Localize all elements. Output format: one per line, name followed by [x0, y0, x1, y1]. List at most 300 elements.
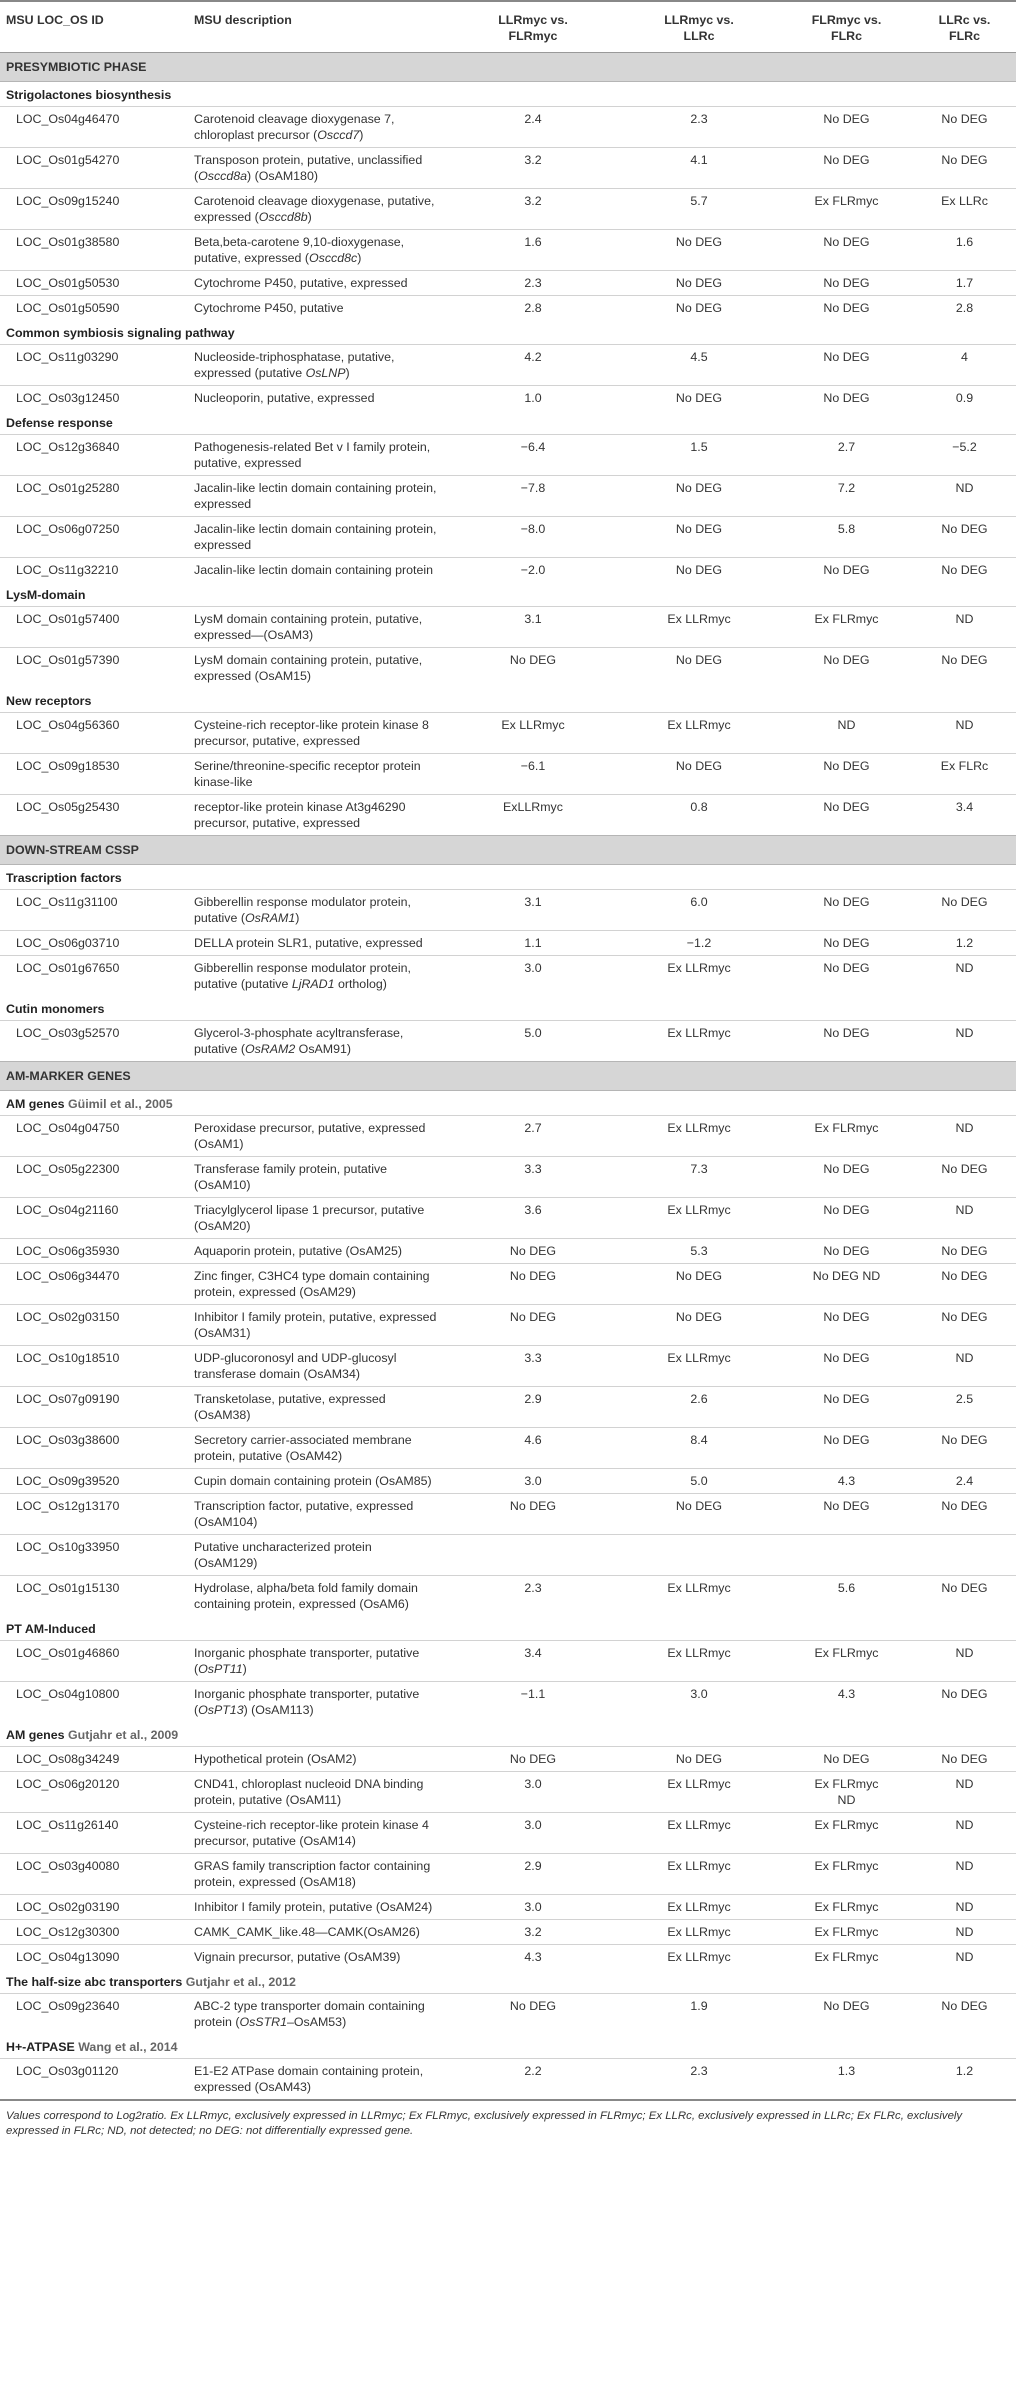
value-flrmyc-vs-flrc: Ex FLRmyc ND [780, 1772, 913, 1813]
value-llrmyc-vs-llrc: Ex LLRmyc [618, 1945, 780, 1970]
description-text: Zinc finger, C3HC4 type domain containing protein, expressed (OsAM29) [194, 1269, 430, 1299]
gene-id: LOC_Os01g50590 [0, 296, 188, 321]
gene-id: LOC_Os02g03150 [0, 1305, 188, 1346]
group-header-row [0, 1091, 1016, 1116]
gene-symbol: OsRAM2 [244, 1042, 296, 1056]
group-label [0, 1091, 1016, 1116]
value-flrmyc-vs-flrc: No DEG [780, 1747, 913, 1772]
description-text: Inhibitor I family protein, putative, expressed (OsAM31) [194, 1310, 437, 1340]
table-row [0, 931, 1016, 956]
description-text: Hydrolase, alpha/beta fold family domain containing protein, expressed (OsAM6) [194, 1581, 418, 1611]
value-flrmyc-vs-flrc: Ex FLRmyc [780, 1945, 913, 1970]
description-text: ) (OsAM113) [243, 1703, 314, 1717]
gene-id: LOC_Os08g34249 [0, 1747, 188, 1772]
value-llrc-vs-flrc: −5.2 [913, 435, 1016, 476]
description-text: ) [357, 251, 362, 265]
description-text: CAMK_CAMK_like.48—CAMK(OsAM26) [194, 1925, 420, 1939]
gene-description [188, 754, 448, 795]
value-llrmyc-vs-flrmyc: 3.2 [448, 189, 618, 230]
value-llrmyc-vs-flrmyc: −6.1 [448, 754, 618, 795]
description-text: E1-E2 ATPase domain containing protein, expressed (OsAM43) [194, 2064, 424, 2094]
value-llrmyc-vs-llrc: 1.9 [618, 1994, 780, 2035]
description-text: Pathogenesis-related Bet v I family protein, putative, expressed [194, 440, 431, 470]
value-llrmyc-vs-llrc: Ex LLRmyc [618, 1021, 780, 1062]
gene-id: LOC_Os03g52570 [0, 1021, 188, 1062]
value-llrmyc-vs-flrmyc: 4.6 [448, 1428, 618, 1469]
gene-id: LOC_Os06g03710 [0, 931, 188, 956]
table-row [0, 1494, 1016, 1535]
description-text: DELLA protein SLR1, putative, expressed [194, 936, 423, 950]
table-row [0, 1469, 1016, 1494]
value-llrmyc-vs-flrmyc: 5.0 [448, 1021, 618, 1062]
value-llrmyc-vs-flrmyc: 3.0 [448, 956, 618, 997]
header-col-4-line-2: LLRc [683, 29, 715, 43]
value-llrmyc-vs-llrc: 4.1 [618, 148, 780, 189]
description-text: Putative uncharacterized protein (OsAM129) [194, 1540, 372, 1570]
gene-id: LOC_Os10g33950 [0, 1535, 188, 1576]
gene-description [188, 1994, 448, 2035]
table-row [0, 296, 1016, 321]
value-llrmyc-vs-llrc: Ex LLRmyc [618, 607, 780, 648]
description-text: OsAM91) [295, 1042, 352, 1056]
value-llrc-vs-flrc: No DEG [913, 1747, 1016, 1772]
gene-symbol: OsPT13 [198, 1703, 244, 1717]
group-label [0, 2034, 1016, 2059]
value-flrmyc-vs-flrc: Ex FLRmyc [780, 1641, 913, 1682]
value-llrmyc-vs-llrc: No DEG [618, 1494, 780, 1535]
value-llrmyc-vs-llrc [618, 1535, 780, 1576]
gene-description [188, 271, 448, 296]
value-llrmyc-vs-llrc: Ex LLRmyc [618, 1576, 780, 1617]
gene-id: LOC_Os07g09190 [0, 1387, 188, 1428]
value-llrc-vs-flrc: Ex LLRc [913, 189, 1016, 230]
group-header-row [0, 410, 1016, 435]
gene-id: LOC_Os01g38580 [0, 230, 188, 271]
table-row [0, 517, 1016, 558]
value-llrmyc-vs-llrc: 2.3 [618, 107, 780, 148]
header-col-3-line-1: LLRmyc vs. [498, 13, 568, 27]
gene-id: LOC_Os04g21160 [0, 1198, 188, 1239]
description-text: GRAS family transcription factor containing protein, expressed (OsAM18) [194, 1859, 431, 1889]
value-llrmyc-vs-flrmyc: −8.0 [448, 517, 618, 558]
description-text: Cysteine-rich receptor-like protein kinase 4 precursor, putative (OsAM14) [194, 1818, 429, 1848]
value-flrmyc-vs-flrc: No DEG [780, 890, 913, 931]
description-text: Jacalin-like lectin domain containing protein, expressed [194, 481, 437, 511]
table-row [0, 476, 1016, 517]
value-llrmyc-vs-flrmyc: 3.4 [448, 1641, 618, 1682]
gene-description [188, 1813, 448, 1854]
value-flrmyc-vs-flrc [780, 1535, 913, 1576]
gene-description [188, 1747, 448, 1772]
value-llrmyc-vs-llrc: 6.0 [618, 890, 780, 931]
gene-id: LOC_Os12g30300 [0, 1920, 188, 1945]
header-col-4-line-1: LLRmyc vs. [664, 13, 734, 27]
description-text: Jacalin-like lectin domain containing protein [194, 563, 433, 577]
group-header-row [0, 320, 1016, 345]
value-llrmyc-vs-llrc: Ex LLRmyc [618, 956, 780, 997]
value-flrmyc-vs-flrc: No DEG [780, 1346, 913, 1387]
gene-id: LOC_Os11g26140 [0, 1813, 188, 1854]
value-llrmyc-vs-flrmyc: No DEG [448, 1264, 618, 1305]
gene-symbol: Osccd7 [317, 128, 360, 142]
description-text: Secretory carrier-associated membrane protein, putative (OsAM42) [194, 1433, 412, 1463]
table-row [0, 1772, 1016, 1813]
value-llrc-vs-flrc: ND [913, 1641, 1016, 1682]
gene-description [188, 435, 448, 476]
value-llrmyc-vs-llrc: No DEG [618, 271, 780, 296]
table-row [0, 1813, 1016, 1854]
value-llrc-vs-flrc: ND [913, 1021, 1016, 1062]
gene-description [188, 1641, 448, 1682]
header-col-6-line-2: FLRc [949, 29, 980, 43]
gene-description [188, 1305, 448, 1346]
value-llrc-vs-flrc: ND [913, 956, 1016, 997]
value-llrmyc-vs-llrc: No DEG [618, 1747, 780, 1772]
value-llrc-vs-flrc: No DEG [913, 1428, 1016, 1469]
value-llrc-vs-flrc [913, 1535, 1016, 1576]
gene-id: LOC_Os01g25280 [0, 476, 188, 517]
description-text: Triacylglycerol lipase 1 precursor, putative (OsAM20) [194, 1203, 425, 1233]
gene-description [188, 230, 448, 271]
group-label [0, 82, 1016, 107]
gene-description [188, 1116, 448, 1157]
group-label [0, 688, 1016, 713]
gene-description [188, 296, 448, 321]
value-flrmyc-vs-flrc: No DEG [780, 1239, 913, 1264]
value-llrc-vs-flrc: ND [913, 1945, 1016, 1970]
gene-symbol: LjRAD1 [291, 977, 335, 991]
gene-description [188, 956, 448, 997]
gene-id: LOC_Os01g50530 [0, 271, 188, 296]
value-flrmyc-vs-flrc: Ex FLRmyc [780, 607, 913, 648]
value-flrmyc-vs-flrc: No DEG [780, 754, 913, 795]
value-llrmyc-vs-flrmyc: −1.1 [448, 1682, 618, 1723]
table-row [0, 386, 1016, 411]
section-reference: Güimil et al., 2005 [67, 1097, 173, 1111]
section-reference: Gutjahr et al., 2009 [67, 1728, 179, 1742]
gene-description [188, 148, 448, 189]
value-llrmyc-vs-flrmyc: ExLLRmyc [448, 795, 618, 836]
value-flrmyc-vs-flrc: Ex FLRmyc [780, 1854, 913, 1895]
description-text: Beta,beta-carotene 9,10-dioxygenase, putative, expressed ( [194, 235, 405, 265]
value-llrmyc-vs-llrc: Ex LLRmyc [618, 1198, 780, 1239]
value-llrmyc-vs-llrc: 2.6 [618, 1387, 780, 1428]
section-title: AM genes [6, 1097, 65, 1111]
value-llrmyc-vs-flrmyc: 3.1 [448, 890, 618, 931]
header-col-5-line-2: FLRc [831, 29, 862, 43]
description-text: Aquaporin protein, putative (OsAM25) [194, 1244, 402, 1258]
gene-description [188, 558, 448, 583]
table-row [0, 107, 1016, 148]
section-reference: Wang et al., 2014 [78, 2040, 178, 2054]
table-row [0, 558, 1016, 583]
section-title: Strigolactones biosynthesis [6, 88, 172, 102]
gene-id: LOC_Os06g34470 [0, 1264, 188, 1305]
group-header-row [0, 582, 1016, 607]
description-text: Gibberellin response modulator protein, putative ( [194, 895, 411, 925]
gene-description [188, 2059, 448, 2100]
value-llrmyc-vs-llrc: 3.0 [618, 1682, 780, 1723]
gene-id: LOC_Os01g57400 [0, 607, 188, 648]
value-llrc-vs-flrc: 1.2 [913, 2059, 1016, 2100]
value-llrc-vs-flrc: No DEG [913, 890, 1016, 931]
gene-id: LOC_Os04g13090 [0, 1945, 188, 1970]
gene-description [188, 1535, 448, 1576]
table-row [0, 1346, 1016, 1387]
value-llrmyc-vs-llrc: Ex LLRmyc [618, 1346, 780, 1387]
value-llrmyc-vs-flrmyc: 3.6 [448, 1198, 618, 1239]
gene-id: LOC_Os09g15240 [0, 189, 188, 230]
gene-id: LOC_Os03g40080 [0, 1854, 188, 1895]
description-text: Transferase family protein, putative (OsAM10) [194, 1162, 388, 1192]
section-title: LysM-domain [6, 588, 86, 602]
table-row [0, 1264, 1016, 1305]
table-row [0, 1945, 1016, 1970]
gene-description [188, 795, 448, 836]
description-text: Transcription factor, putative, expressed (OsAM104) [194, 1499, 414, 1529]
table-row [0, 1641, 1016, 1682]
value-llrc-vs-flrc: 3.4 [913, 795, 1016, 836]
gene-description [188, 1346, 448, 1387]
value-flrmyc-vs-flrc: 7.2 [780, 476, 913, 517]
gene-id: LOC_Os11g31100 [0, 890, 188, 931]
group-label [0, 320, 1016, 345]
value-llrmyc-vs-flrmyc: −6.4 [448, 435, 618, 476]
value-llrmyc-vs-llrc: No DEG [618, 296, 780, 321]
phase-label [0, 836, 1016, 865]
description-text: UDP-glucoronosyl and UDP-glucosyl transferase domain (OsAM34) [194, 1351, 397, 1381]
gene-id: LOC_Os12g13170 [0, 1494, 188, 1535]
value-flrmyc-vs-flrc: No DEG [780, 271, 913, 296]
value-flrmyc-vs-flrc: 2.7 [780, 435, 913, 476]
value-llrmyc-vs-llrc: 5.7 [618, 189, 780, 230]
header-col-6-line-1: LLRc vs. [938, 13, 991, 27]
value-llrmyc-vs-flrmyc: 2.2 [448, 2059, 618, 2100]
value-llrmyc-vs-llrc: No DEG [618, 1305, 780, 1346]
gene-description [188, 1239, 448, 1264]
value-llrmyc-vs-flrmyc: 3.0 [448, 1813, 618, 1854]
value-llrc-vs-flrc: ND [913, 476, 1016, 517]
table-row [0, 1682, 1016, 1723]
value-llrc-vs-flrc: ND [913, 1772, 1016, 1813]
description-text: Cupin domain containing protein (OsAM85) [194, 1474, 432, 1488]
description-text: Carotenoid cleavage dioxygenase 7, chloroplast precursor ( [194, 112, 395, 142]
phase-label [0, 53, 1016, 82]
description-text: LysM domain containing protein, putative, expressed (OsAM15) [194, 653, 423, 683]
header-col-5-line-1: FLRmyc vs. [811, 13, 882, 27]
group-label [0, 996, 1016, 1021]
value-llrmyc-vs-flrmyc: 2.3 [448, 271, 618, 296]
gene-id: LOC_Os04g56360 [0, 713, 188, 754]
value-llrmyc-vs-llrc: No DEG [618, 386, 780, 411]
value-llrmyc-vs-flrmyc: 4.2 [448, 345, 618, 386]
table-row [0, 1387, 1016, 1428]
gene-id: LOC_Os06g07250 [0, 517, 188, 558]
value-llrmyc-vs-flrmyc: 3.3 [448, 1346, 618, 1387]
value-llrmyc-vs-llrc: No DEG [618, 1264, 780, 1305]
table-row [0, 1305, 1016, 1346]
gene-symbol: OsRAM1 [244, 911, 296, 925]
gene-id: LOC_Os10g18510 [0, 1346, 188, 1387]
gene-id: LOC_Os06g20120 [0, 1772, 188, 1813]
value-llrmyc-vs-llrc: 4.5 [618, 345, 780, 386]
description-text: Nucleoporin, putative, expressed [194, 391, 375, 405]
gene-id: LOC_Os11g32210 [0, 558, 188, 583]
table-row [0, 230, 1016, 271]
gene-description [188, 1469, 448, 1494]
gene-id: LOC_Os01g46860 [0, 1641, 188, 1682]
value-llrc-vs-flrc: 2.5 [913, 1387, 1016, 1428]
gene-id: LOC_Os03g38600 [0, 1428, 188, 1469]
description-text: Transketolase, putative, expressed (OsAM38) [194, 1392, 386, 1422]
value-llrmyc-vs-flrmyc: No DEG [448, 1747, 618, 1772]
table-row [0, 795, 1016, 836]
value-flrmyc-vs-flrc: No DEG [780, 1994, 913, 2035]
gene-id: LOC_Os09g23640 [0, 1994, 188, 2035]
value-llrmyc-vs-llrc: −1.2 [618, 931, 780, 956]
gene-description [188, 607, 448, 648]
value-flrmyc-vs-flrc: No DEG [780, 1494, 913, 1535]
value-llrmyc-vs-llrc: 1.5 [618, 435, 780, 476]
gene-symbol: OsSTR1 [239, 2015, 287, 2029]
phase-label [0, 1062, 1016, 1091]
value-flrmyc-vs-flrc: No DEG ND [780, 1264, 913, 1305]
table-row [0, 1428, 1016, 1469]
gene-id: LOC_Os04g46470 [0, 107, 188, 148]
gene-description [188, 1920, 448, 1945]
value-llrmyc-vs-flrmyc: No DEG [448, 1494, 618, 1535]
gene-symbol: OsLNP [305, 366, 346, 380]
table-row [0, 1157, 1016, 1198]
table-row [0, 1920, 1016, 1945]
value-llrc-vs-flrc: No DEG [913, 1239, 1016, 1264]
value-flrmyc-vs-flrc: No DEG [780, 1021, 913, 1062]
value-llrmyc-vs-llrc: 7.3 [618, 1157, 780, 1198]
value-llrmyc-vs-flrmyc: 2.4 [448, 107, 618, 148]
description-text: Serine/threonine-specific receptor protein kinase-like [194, 759, 421, 789]
header-id: MSU LOC_OS ID [0, 1, 188, 53]
header-col-3 [448, 1, 618, 53]
phase-header-row [0, 53, 1016, 82]
value-llrc-vs-flrc: No DEG [913, 1157, 1016, 1198]
section-title: The half-size abc transporters [6, 1975, 183, 1989]
gene-id: LOC_Os01g67650 [0, 956, 188, 997]
value-flrmyc-vs-flrc: Ex FLRmyc [780, 1813, 913, 1854]
description-text: ) [307, 210, 312, 224]
gene-id: LOC_Os01g54270 [0, 148, 188, 189]
header-description: MSU description [188, 1, 448, 53]
value-llrc-vs-flrc: No DEG [913, 1682, 1016, 1723]
section-title: PT AM-Induced [6, 1622, 96, 1636]
gene-description [188, 890, 448, 931]
gene-description [188, 107, 448, 148]
section-title: AM-MARKER GENES [6, 1069, 131, 1083]
table-row [0, 148, 1016, 189]
group-header-row [0, 2034, 1016, 2059]
value-llrmyc-vs-llrc: 8.4 [618, 1428, 780, 1469]
gene-id: LOC_Os06g35930 [0, 1239, 188, 1264]
phase-header-row [0, 836, 1016, 865]
value-llrmyc-vs-llrc: Ex LLRmyc [618, 1920, 780, 1945]
value-flrmyc-vs-flrc: No DEG [780, 386, 913, 411]
value-flrmyc-vs-flrc: Ex FLRmyc [780, 1116, 913, 1157]
group-header-row [0, 1722, 1016, 1747]
value-flrmyc-vs-flrc: 1.3 [780, 2059, 913, 2100]
value-llrmyc-vs-flrmyc: −2.0 [448, 558, 618, 583]
gene-id: LOC_Os05g25430 [0, 795, 188, 836]
value-flrmyc-vs-flrc: 4.3 [780, 1682, 913, 1723]
value-llrmyc-vs-flrmyc: 3.0 [448, 1772, 618, 1813]
group-header-row [0, 996, 1016, 1021]
value-llrc-vs-flrc: 0.9 [913, 386, 1016, 411]
value-llrmyc-vs-llrc: 5.0 [618, 1469, 780, 1494]
table-row [0, 1576, 1016, 1617]
value-llrc-vs-flrc: No DEG [913, 558, 1016, 583]
description-text: Cytochrome P450, putative, expressed [194, 276, 408, 290]
description-text: Inorganic phosphate transporter, putative ( [194, 1687, 420, 1717]
value-llrmyc-vs-flrmyc: 1.0 [448, 386, 618, 411]
value-flrmyc-vs-flrc: Ex FLRmyc [780, 1895, 913, 1920]
gene-symbol: OsPT11 [198, 1662, 243, 1676]
value-llrc-vs-flrc: ND [913, 1920, 1016, 1945]
gene-symbol: Osccd8a [198, 169, 248, 183]
table-row [0, 1116, 1016, 1157]
table-row [0, 1854, 1016, 1895]
description-text: ABC-2 type transporter domain containing protein ( [194, 1999, 425, 2029]
table-row [0, 890, 1016, 931]
value-llrmyc-vs-flrmyc [448, 1535, 618, 1576]
value-llrc-vs-flrc: ND [913, 1198, 1016, 1239]
gene-description [188, 517, 448, 558]
value-flrmyc-vs-flrc: No DEG [780, 107, 913, 148]
value-llrmyc-vs-flrmyc: 1.1 [448, 931, 618, 956]
section-title: New receptors [6, 694, 92, 708]
description-text: ) [359, 128, 364, 142]
description-text: ) [242, 1662, 247, 1676]
value-llrc-vs-flrc: No DEG [913, 1494, 1016, 1535]
value-llrc-vs-flrc: No DEG [913, 107, 1016, 148]
section-title: Defense response [6, 416, 113, 430]
gene-description [188, 931, 448, 956]
group-label [0, 865, 1016, 890]
phase-header-row [0, 1062, 1016, 1091]
value-llrmyc-vs-flrmyc: 2.9 [448, 1854, 618, 1895]
gene-id: LOC_Os05g22300 [0, 1157, 188, 1198]
group-header-row [0, 1969, 1016, 1994]
value-llrc-vs-flrc: 1.6 [913, 230, 1016, 271]
gene-description [188, 648, 448, 689]
table-row [0, 1239, 1016, 1264]
description-text: Peroxidase precursor, putative, expressed (OsAM1) [194, 1121, 426, 1151]
description-text: Inhibitor I family protein, putative (OsAM24) [194, 1900, 433, 1914]
table-row [0, 1198, 1016, 1239]
value-llrmyc-vs-flrmyc: 2.8 [448, 296, 618, 321]
value-llrmyc-vs-llrc: No DEG [618, 648, 780, 689]
gene-description [188, 189, 448, 230]
section-title: Trascription factors [6, 871, 122, 885]
gene-symbol: Osccd8c [309, 251, 358, 265]
value-llrmyc-vs-flrmyc: No DEG [448, 648, 618, 689]
section-title: AM genes [6, 1728, 65, 1742]
value-llrmyc-vs-llrc: Ex LLRmyc [618, 713, 780, 754]
value-llrmyc-vs-llrc: No DEG [618, 476, 780, 517]
gene-id: LOC_Os03g12450 [0, 386, 188, 411]
value-flrmyc-vs-flrc: No DEG [780, 148, 913, 189]
group-label [0, 1616, 1016, 1641]
gene-description [188, 1945, 448, 1970]
section-reference: Gutjahr et al., 2012 [185, 1975, 296, 1989]
value-llrmyc-vs-llrc: Ex LLRmyc [618, 1116, 780, 1157]
